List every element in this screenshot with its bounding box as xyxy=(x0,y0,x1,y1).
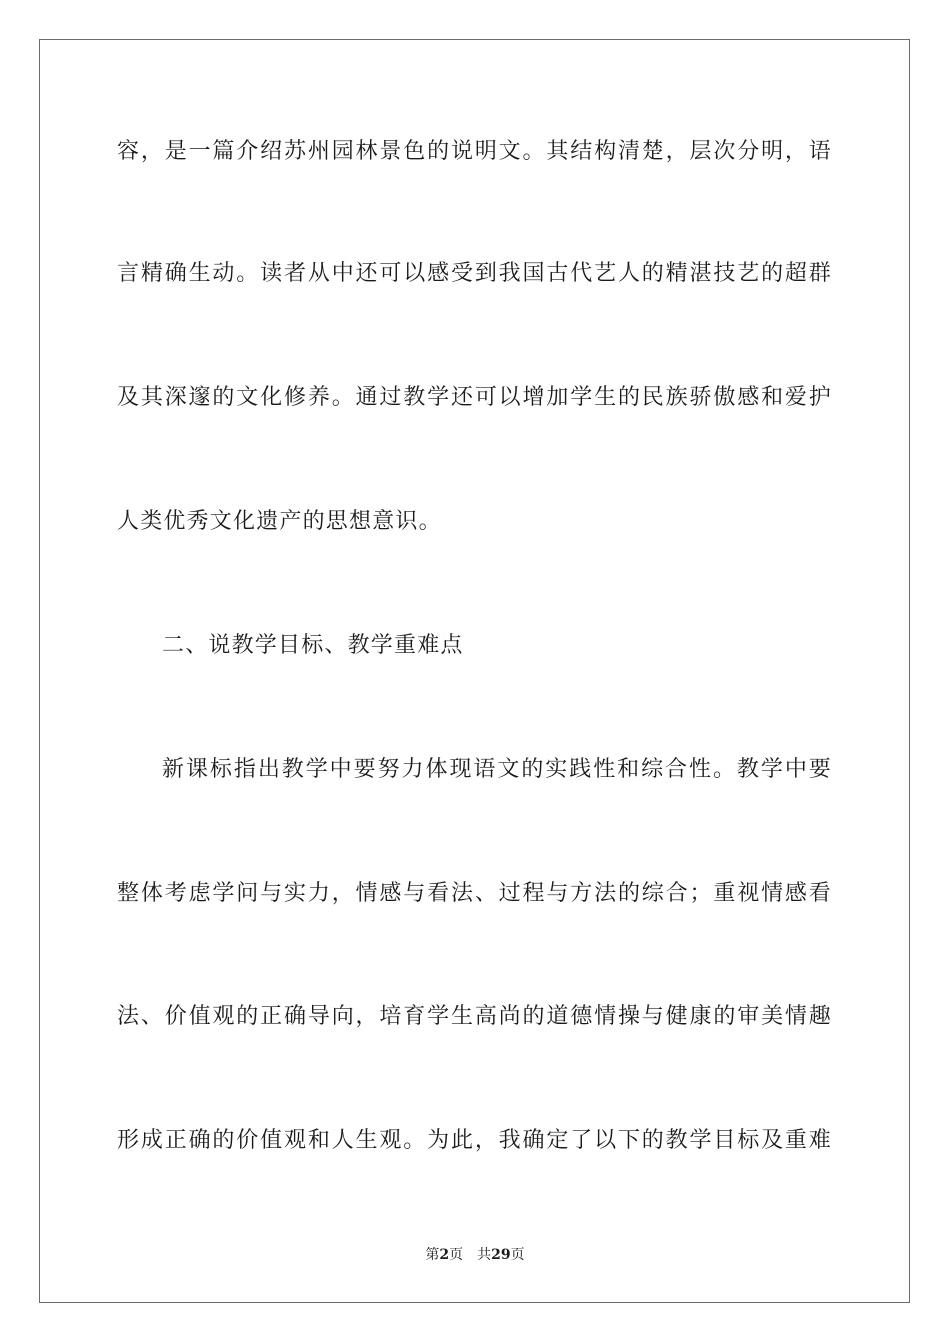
body-text-line: 新课标指出教学中要努力体现语文的实践性和综合性。教学中要 xyxy=(162,757,832,782)
total-prefix: 共 xyxy=(477,1247,492,1263)
body-text-line: 形成正确的价值观和人生观。为此，我确定了以下的教学目标及重难 xyxy=(117,1128,832,1153)
page-unit: 页 xyxy=(449,1247,464,1263)
body-text-line: 言精确生动。读者从中还可以感受到我国古代艺人的精湛技艺的超群 xyxy=(117,261,832,286)
body-text-line: 容，是一篇介绍苏州园林景色的说明文。其结构清楚，层次分明，语 xyxy=(117,139,832,164)
total-unit: 页 xyxy=(510,1247,525,1263)
page-border xyxy=(39,39,910,1303)
body-text-line: 整体考虑学问与实力，情感与看法、过程与方法的综合；重视情感看 xyxy=(117,881,832,906)
total-pages-number: 29 xyxy=(491,1247,511,1263)
body-text-line: 法、价值观的正确导向，培育学生高尚的道德情操与健康的审美情趣 xyxy=(117,1004,832,1029)
current-page-number: 2 xyxy=(439,1247,450,1263)
section-heading: 二、说教学目标、教学重难点 xyxy=(162,633,464,658)
body-text-line: 及其深邃的文化修养。通过教学还可以增加学生的民族骄傲感和爱护 xyxy=(117,385,832,410)
page-footer xyxy=(0,1245,950,1265)
body-text-line: 人类优秀文化遗产的思想意识。 xyxy=(117,509,442,534)
page-prefix: 第 xyxy=(425,1247,440,1263)
